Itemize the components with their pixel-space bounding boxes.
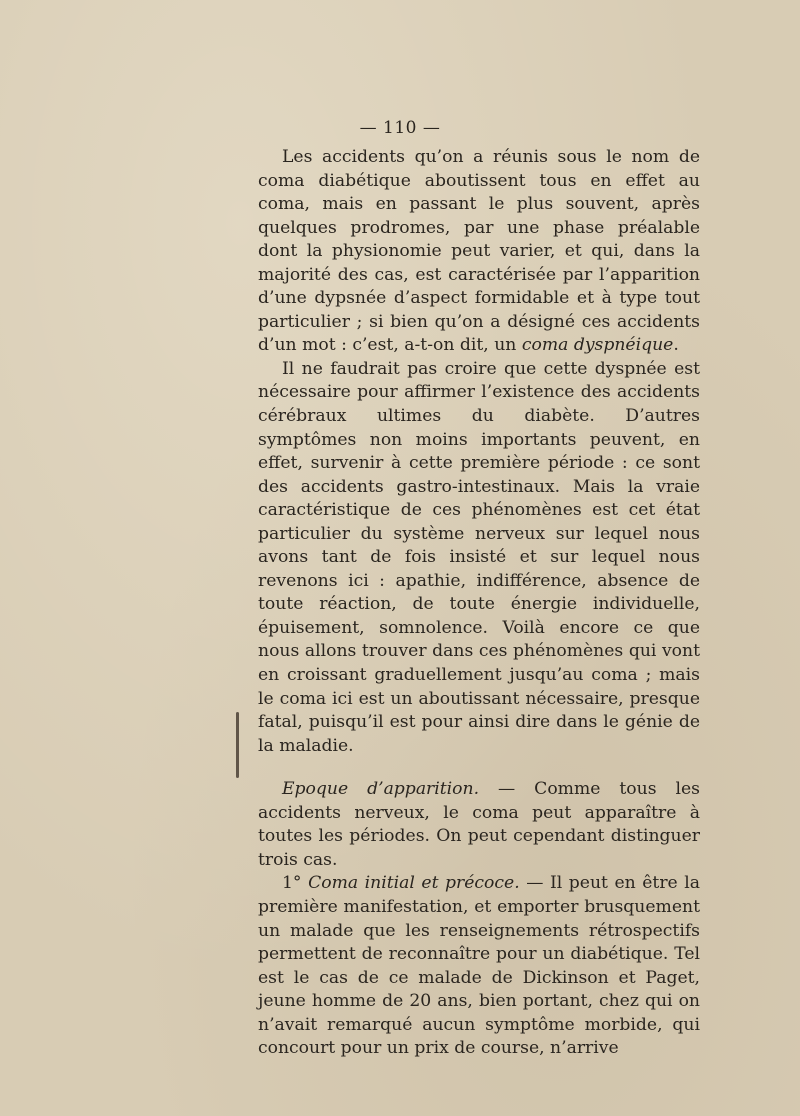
- margin-pencil-mark: [236, 712, 239, 778]
- section-heading-italic: Epoque d’apparition.: [282, 779, 480, 800]
- paragraph-text: — Comme tous les accidents nerveux, le coma peut apparaître à toutes les périodes. On peut cependant distinguer trois cas.: [258, 779, 700, 870]
- paragraph-text: Les accidents qu’on a réunis sous le nom de coma diabétique aboutissent tous en effet au coma, mais en passant le plus souvent, après quelques prodromes, par une phase préalable dont la physionomie peut varier, et qui, dans la majorité des cas, est caractérisée par l’apparition d’une dypsnée d’aspect formidable et à type tout particulier ; si bien qu’on a désigné ces accidents d’un mot : c’est, a-t-on dit, un: [258, 147, 700, 356]
- list-number: 1°: [282, 873, 309, 894]
- body-text: [258, 146, 700, 1061]
- paragraph-tail: .: [673, 335, 679, 356]
- paragraph-epoque-apparition: [258, 778, 700, 872]
- paragraph-text: Il ne faudrait pas croire que cette dyspnée est nécessaire pour affirmer l’existence des accidents cérébraux ultimes du diabète. D’autres symptômes non moins importants peuvent, en effet, survenir à cette première période : ce sont des accidents gastro-intestinaux. Mais la vraie caractéristique de ces phénomènes est cet état particulier du système nerveux sur lequel nous avons tant de fois insisté et sur lequel nous revenons ici : apathie, indifférence, absence de toute réaction, de toute énergie individuelle, épuisement, somnolence. Voilà encore ce que nous allons trouver dans ces phénomènes qui vont en croissant graduellement jusqu’au coma ; mais le coma ici est un aboutissant nécessaire, presque fatal, puisqu’il est pour ainsi dire dans le génie de la maladie.: [258, 358, 700, 756]
- page-number: — 110 —: [359, 118, 441, 138]
- subsection-heading-italic: Coma initial et précoce.: [308, 873, 520, 894]
- italic-term: coma dyspnéique: [521, 335, 674, 356]
- paragraph-coma-diabetique: [258, 146, 700, 358]
- paragraph-text: — Il peut en être la première manifestation, et emporter brusquement un malade que les renseignements rétrospectifs permettent de reconnaître pour un diabétique. Tel est le cas de ce malade de Dickinson et Paget, jeune homme de 20 ans, bien portant, chez qui on n’avait remarqué aucun symptôme morbide, qui concourt pour un prix de course, n’arrive: [258, 873, 700, 1059]
- paragraph-dyspnee: [258, 358, 700, 758]
- paragraph-coma-initial: [258, 872, 700, 1060]
